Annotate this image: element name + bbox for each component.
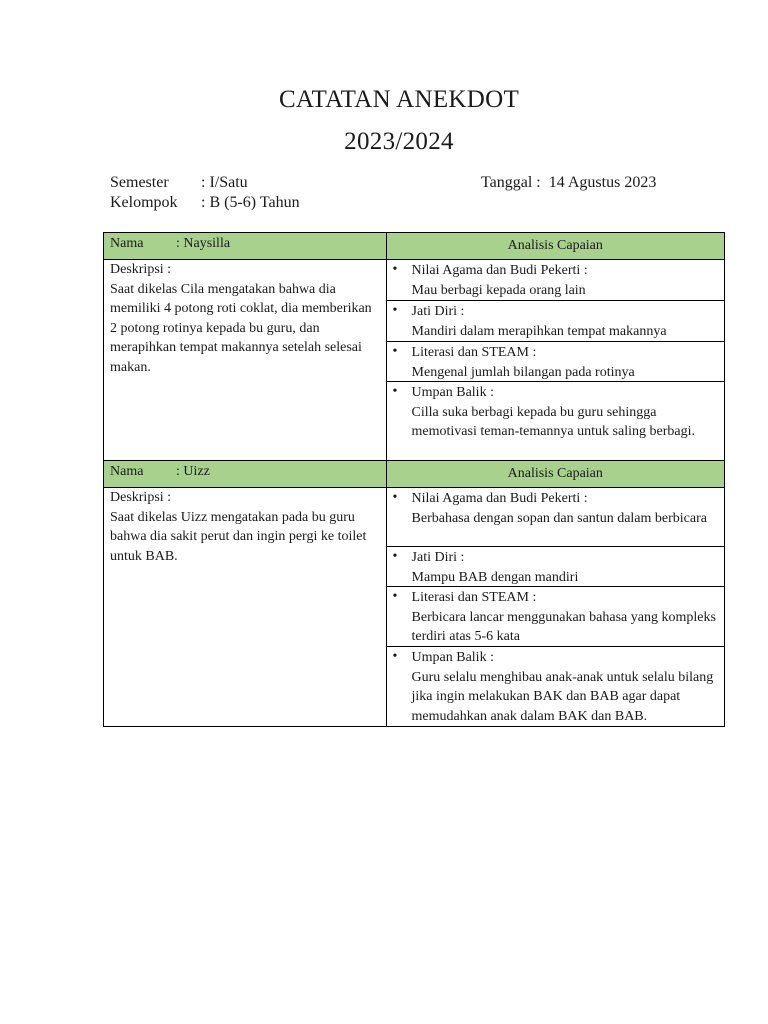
aspect-text: Berbahasa dengan sopan dan santun dalam berbicara xyxy=(411,510,707,526)
kelompok-label: Kelompok xyxy=(110,194,178,211)
aspect-text: Guru selalu menghibau anak-anak untuk selalu bilang jika ingin melakukan BAK dan BAB agar dapat memudahkan anak dalam BAK dan BAB. xyxy=(411,669,714,724)
nama-cell xyxy=(104,461,387,488)
deskripsi-text: Saat dikelas Cila mengatakan bahwa dia memiliki 4 potong roti coklat, dia memberikan 2 potong rotinya kepada bu guru, dan merapihkan tempat makannya setelah selesai makan. xyxy=(110,281,372,375)
aspect-text: Berbicara lancar menggunakan bahasa yang kompleks terdiri atas 5-6 kata xyxy=(411,609,716,644)
nama-value: : Uizz xyxy=(176,464,210,479)
aspect-jati-diri xyxy=(387,547,724,587)
analisis-header: Analisis Capaian xyxy=(386,461,724,488)
nama-label: Nama xyxy=(110,236,144,251)
aspect-jati-diri xyxy=(387,301,724,342)
document-title: CATATAN ANEKDOT xyxy=(278,86,520,113)
aspect-literasi-steam xyxy=(387,587,724,647)
bullet-icon: • xyxy=(392,589,398,604)
semester-value: : I/Satu xyxy=(201,174,248,191)
deskripsi-cell xyxy=(104,260,387,461)
aspect-nilai-agama xyxy=(387,488,724,547)
kelompok-value: : B (5-6) Tahun xyxy=(201,194,300,211)
aspect-title: Umpan Balik : xyxy=(411,385,494,400)
aspect-text: Mengenal jumlah bilangan pada rotinya xyxy=(411,364,635,380)
aspect-nilai-agama xyxy=(387,260,724,301)
nama-value: : Naysilla xyxy=(176,236,231,251)
document-year: 2023/2024 xyxy=(344,128,454,155)
tanggal-label: Tanggal : xyxy=(481,174,541,191)
record-body-row xyxy=(104,488,725,727)
aspect-title: Jati Diri : xyxy=(411,304,465,319)
aspect-text: Mampu BAB dengan mandiri xyxy=(411,569,579,585)
deskripsi-label: Deskripsi : xyxy=(110,490,172,505)
nama-label: Nama xyxy=(110,464,144,479)
record-header-row xyxy=(104,461,725,488)
bullet-icon: • xyxy=(392,384,398,399)
aspect-title: Literasi dan STEAM : xyxy=(411,590,537,605)
kelompok-row xyxy=(110,193,300,213)
aspect-title: Nilai Agama dan Budi Pekerti : xyxy=(411,491,588,506)
aspect-literasi-steam xyxy=(387,342,724,382)
deskripsi-label: Deskripsi : xyxy=(110,262,172,277)
bullet-icon: • xyxy=(392,490,398,505)
bullet-icon: • xyxy=(392,262,398,277)
deskripsi-text: Saat dikelas Uizz mengatakan pada bu guru bahwa dia sakit perut dan ingin pergi ke toilet untuk BAB. xyxy=(110,509,367,564)
analisis-header: Analisis Capaian xyxy=(386,233,724,260)
aspect-title: Literasi dan STEAM : xyxy=(411,345,537,360)
aspect-text: Mandiri dalam merapihkan tempat makannya xyxy=(411,323,667,339)
analisis-cell xyxy=(386,488,724,727)
bullet-icon: • xyxy=(392,549,398,564)
aspect-umpan-balik xyxy=(387,647,724,726)
aspect-title: Nilai Agama dan Budi Pekerti : xyxy=(411,263,588,278)
semester-label: Semester xyxy=(110,174,169,191)
record-body-row xyxy=(104,260,725,461)
tanggal-row xyxy=(481,173,656,193)
bullet-icon: • xyxy=(392,344,398,359)
tanggal-value: 14 Agustus 2023 xyxy=(548,174,657,191)
bullet-icon: • xyxy=(392,303,398,318)
aspect-text: Cilla suka berbagi kepada bu guru sehingga memotivasi teman-temannya untuk saling berbagi. xyxy=(411,404,695,439)
aspect-title: Jati Diri : xyxy=(411,550,465,565)
analisis-cell xyxy=(386,260,724,461)
semester-row xyxy=(110,173,248,193)
aspect-text: Mau berbagi kepada orang lain xyxy=(411,282,586,298)
anekdot-table xyxy=(103,232,725,727)
bullet-icon: • xyxy=(392,649,398,664)
nama-cell xyxy=(104,233,387,260)
record-header-row xyxy=(104,233,725,260)
deskripsi-cell xyxy=(104,488,387,727)
aspect-title: Umpan Balik : xyxy=(411,650,494,665)
aspect-umpan-balik xyxy=(387,382,724,460)
